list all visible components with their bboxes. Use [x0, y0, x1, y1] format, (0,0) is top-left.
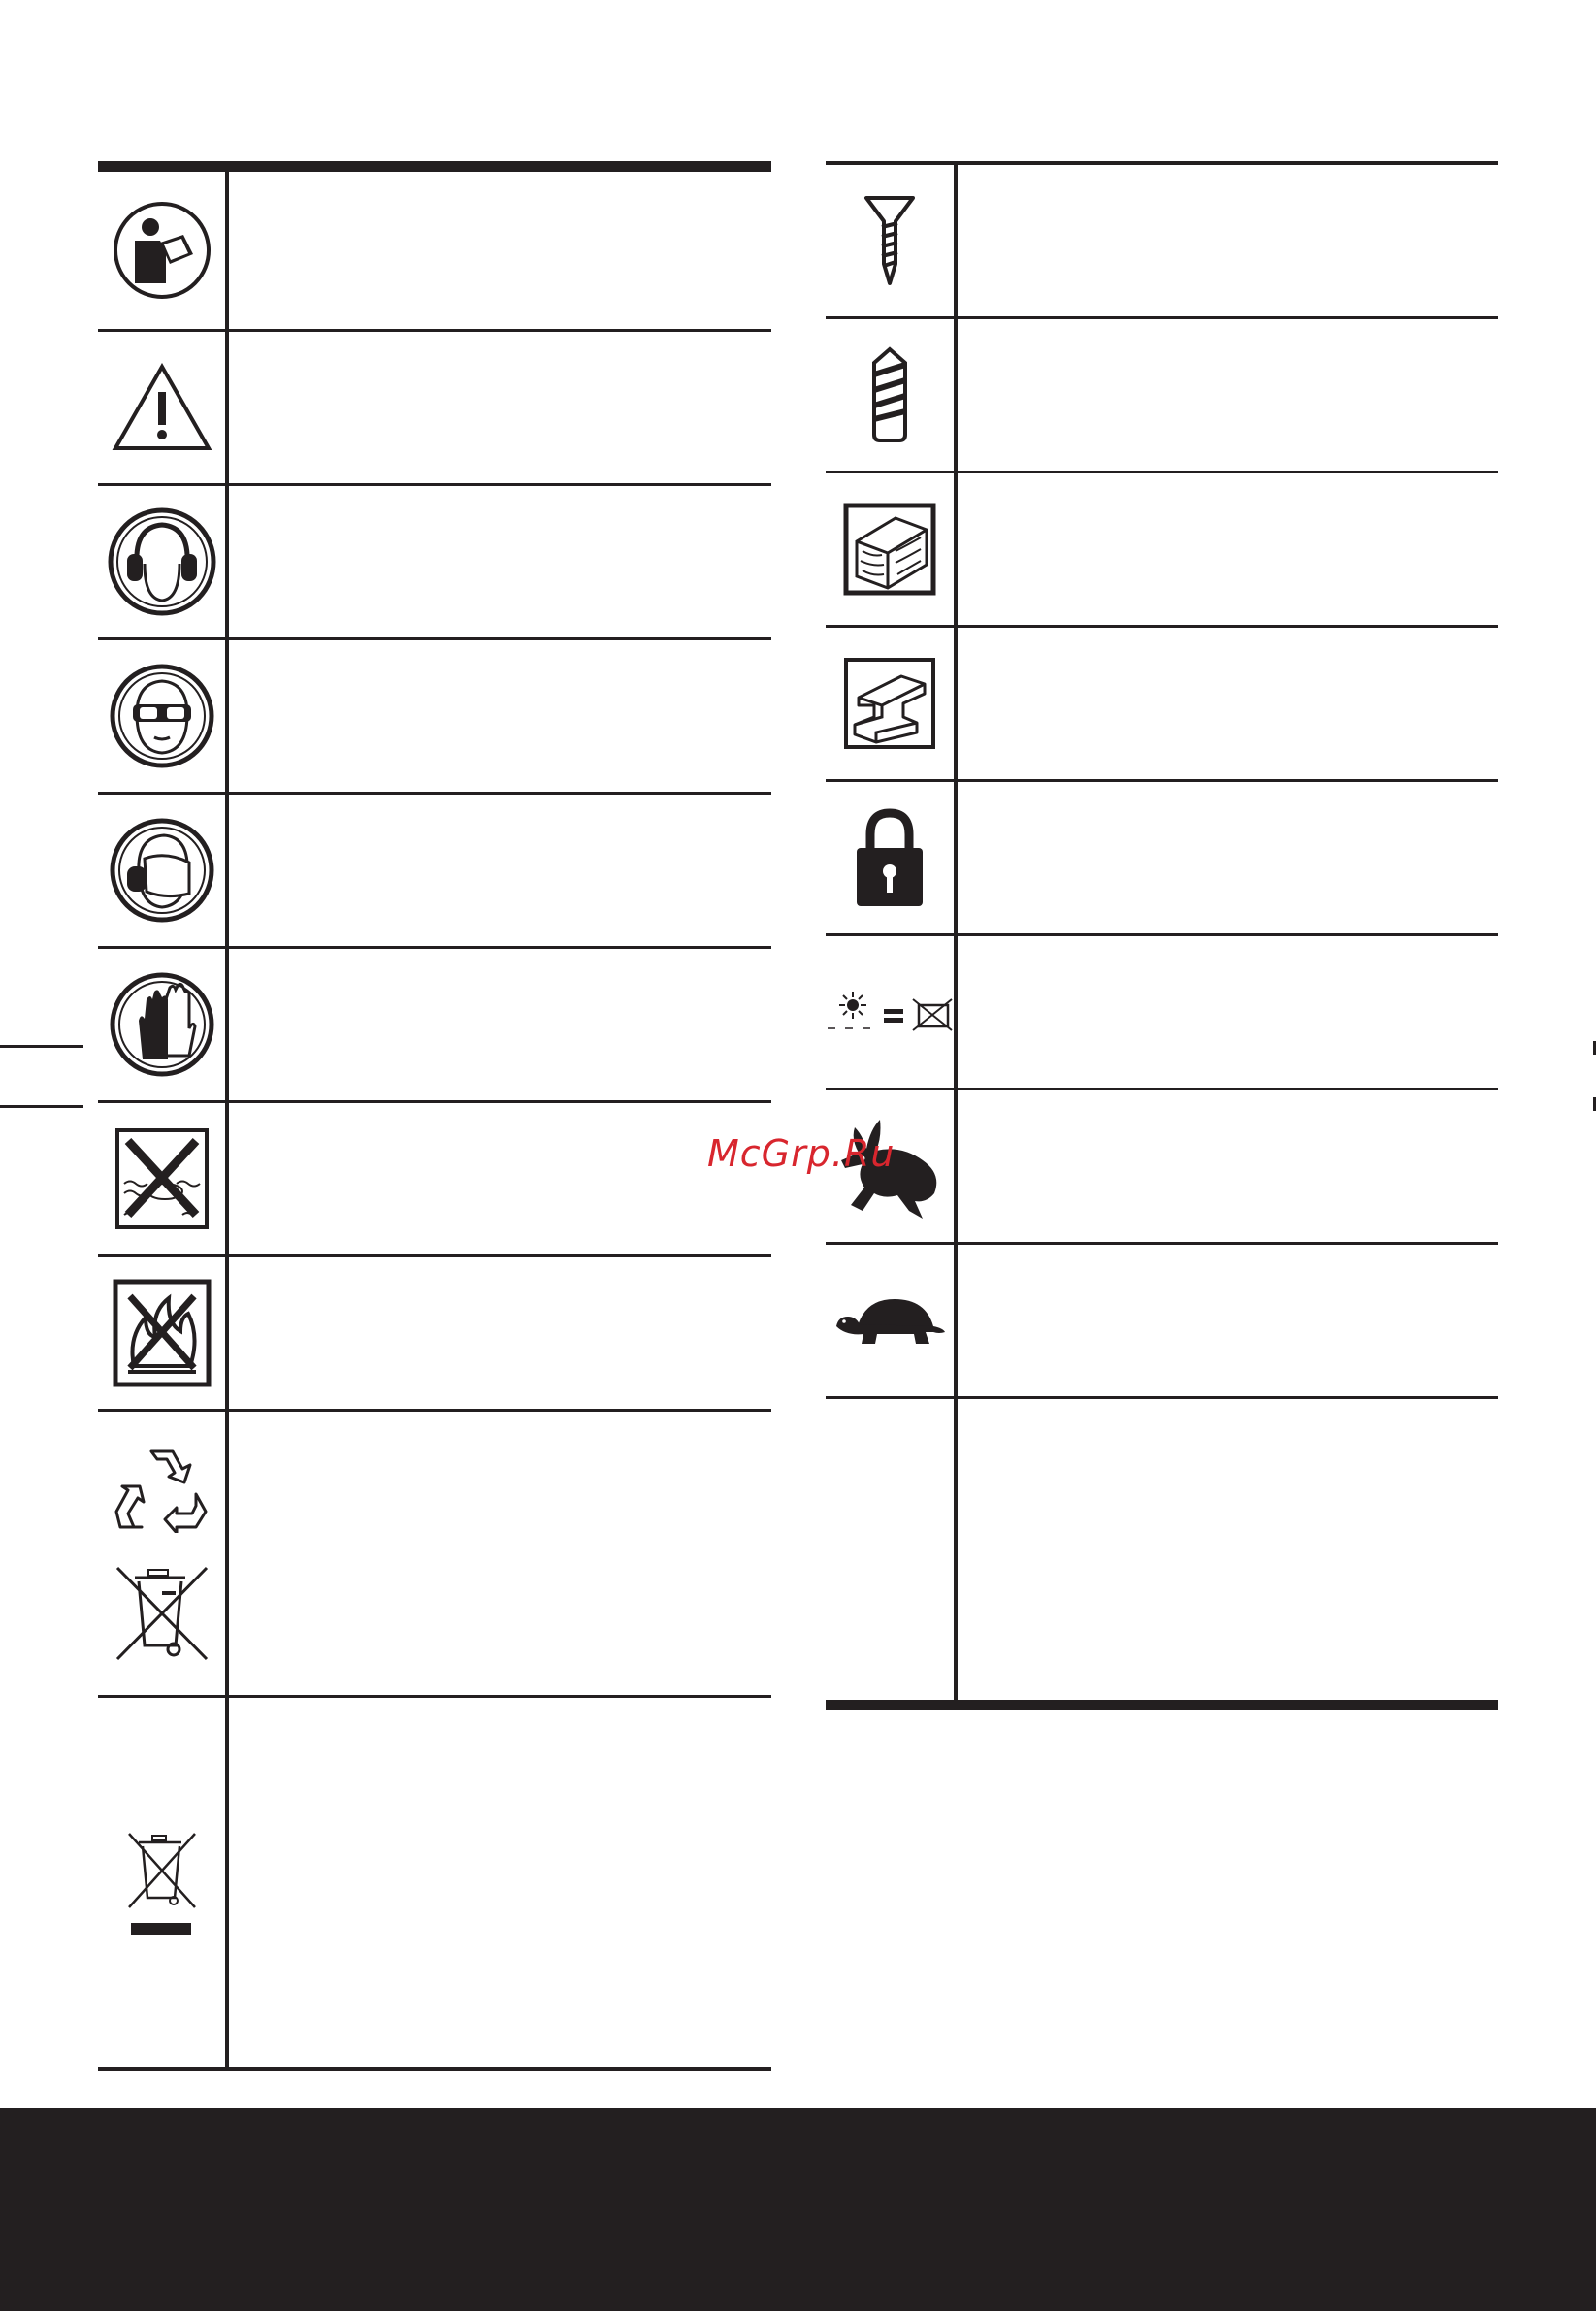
watermark-text: McGrp.Ru	[707, 1132, 896, 1175]
metal-beam-icon	[843, 657, 936, 750]
table-row	[826, 165, 1498, 319]
icon-cell	[98, 949, 229, 1100]
right-symbol-table	[826, 161, 1498, 1710]
description-cell	[229, 640, 771, 792]
table-row	[826, 936, 1498, 1090]
description-cell	[958, 319, 1498, 471]
description-cell	[958, 1245, 1498, 1396]
gloves-icon	[108, 970, 216, 1079]
description-cell	[958, 936, 1498, 1088]
lock-icon	[855, 807, 925, 908]
table-row	[98, 332, 771, 486]
table-row	[98, 1103, 771, 1257]
icon-cell	[826, 628, 958, 779]
table-row	[98, 486, 771, 640]
icon-cell	[98, 332, 229, 483]
icon-cell	[98, 486, 229, 637]
left-table-bottom-rule	[98, 2067, 771, 2071]
icon-cell	[826, 1245, 958, 1396]
table-row	[826, 1399, 1498, 1700]
description-cell	[958, 782, 1498, 933]
light-equals-no-battery-icon	[826, 990, 954, 1034]
ear-protection-icon	[106, 505, 218, 618]
table-row	[98, 1698, 771, 2067]
description-cell	[229, 486, 771, 637]
screw-icon	[863, 194, 917, 287]
description-cell	[229, 332, 771, 483]
description-cell	[958, 628, 1498, 779]
icon-cell	[826, 473, 958, 625]
recycle-icon	[114, 1444, 210, 1533]
wheelie-bin-crossed-icon	[114, 1564, 211, 1663]
table-row	[826, 319, 1498, 473]
table-row	[826, 473, 1498, 628]
no-water-disposal-icon	[114, 1127, 210, 1230]
icon-cell	[98, 640, 229, 792]
description-cell	[229, 1412, 771, 1695]
icon-cell	[98, 795, 229, 946]
eye-protection-icon	[108, 662, 216, 770]
wheelie-bin-crossed-bar-icon	[125, 1830, 199, 1937]
turtle-slow-icon	[832, 1293, 947, 1348]
description-cell	[229, 1257, 771, 1409]
description-cell	[958, 1090, 1498, 1242]
icon-cell	[826, 1399, 958, 1700]
icon-cell	[826, 319, 958, 471]
table-row	[826, 1090, 1498, 1245]
icon-cell	[98, 1698, 229, 2067]
table-row	[826, 628, 1498, 782]
icon-cell	[98, 172, 229, 329]
table-row	[98, 172, 771, 332]
icon-cell	[826, 936, 958, 1088]
description-cell	[958, 473, 1498, 625]
icon-cell	[98, 1103, 229, 1254]
description-cell	[958, 165, 1498, 316]
description-cell	[958, 1399, 1498, 1700]
table-row	[98, 949, 771, 1103]
table-row	[98, 1412, 771, 1698]
icon-cell	[98, 1412, 229, 1695]
description-cell	[229, 795, 771, 946]
left-table-top-rule	[98, 161, 771, 172]
description-cell	[229, 1103, 771, 1254]
wood-icon	[843, 503, 936, 596]
description-cell	[229, 1698, 771, 2067]
margin-tab-top	[0, 1045, 83, 1048]
table-row	[98, 640, 771, 795]
no-fire-icon	[113, 1279, 212, 1387]
drill-bit-icon	[870, 345, 909, 444]
icon-cell	[826, 782, 958, 933]
table-row	[98, 795, 771, 949]
dust-mask-icon	[108, 816, 216, 925]
table-row	[826, 1245, 1498, 1399]
left-symbol-table	[98, 161, 771, 2071]
icon-cell	[826, 165, 958, 316]
right-table-bottom-rule	[826, 1700, 1498, 1710]
margin-tab-bottom	[0, 1105, 83, 1108]
description-cell	[229, 172, 771, 329]
table-row	[826, 782, 1498, 936]
warning-triangle-icon	[112, 363, 212, 452]
read-manual-icon	[112, 200, 212, 301]
page-footer-band	[0, 2108, 1596, 2311]
table-row	[98, 1257, 771, 1412]
description-cell	[229, 949, 771, 1100]
icon-cell	[98, 1257, 229, 1409]
